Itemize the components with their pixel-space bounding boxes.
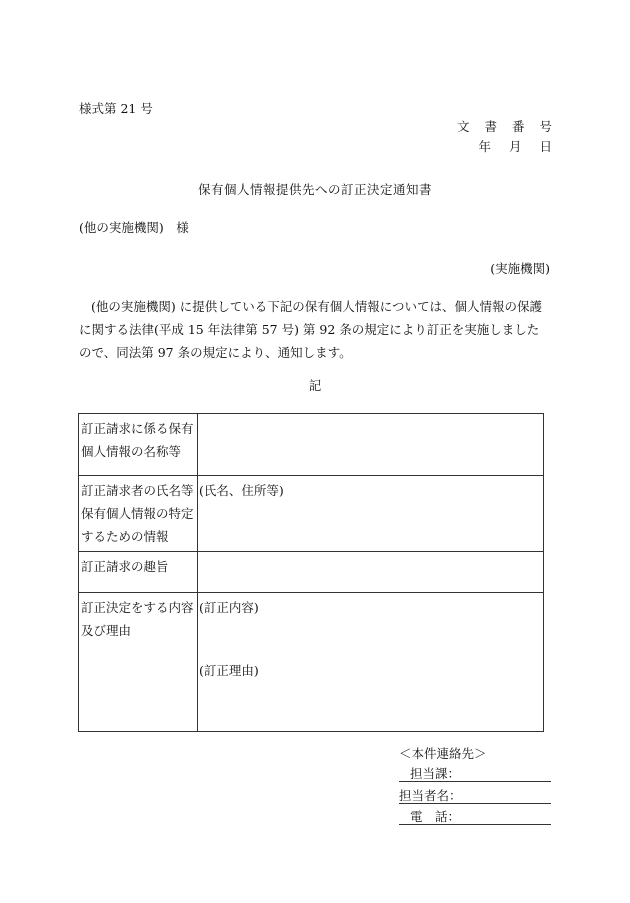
row-label: 訂正請求に係る保有個人情報の名称等 [79,414,198,476]
contact-phone-label: 電 話： [410,809,461,824]
form-number: 様式第 21 号 [79,101,153,116]
contact-person-label: 担当者名： [399,788,462,803]
table-row [79,414,544,476]
document-date-label: 年月日 [478,139,570,154]
row-label: 訂正請求者の氏名等保有個人情報の特定するための情報 [79,476,198,552]
table-row [79,552,544,593]
spacer [199,619,541,659]
contact-section-label: 担当課： [410,766,461,781]
correction-reason-label: (訂正理由) [199,663,259,678]
row-value [198,593,544,732]
document-title: 保有個人情報提供先への訂正決定通知書 [197,182,432,197]
contact-heading: ＜本件連絡先＞ [399,746,487,761]
document-number-label: 文書番号 [456,119,567,134]
contact-person-line [399,786,551,804]
row-label: 訂正決定をする内容及び理由 [79,593,198,732]
sender: (実施機関) [490,261,550,276]
ki-heading: 記 [308,378,322,393]
table-row [79,476,544,552]
row-value [198,414,544,476]
row-value [198,552,544,593]
row-value: (氏名、住所等) [198,476,544,552]
correction-content-label: (訂正内容) [199,600,259,615]
table-row [79,593,544,732]
addressee: (他の実施機関) 様 [79,220,189,235]
contact-phone-line [399,807,551,825]
contact-section-line [399,764,551,782]
info-table [78,413,544,732]
row-label: 訂正請求の趣旨 [79,552,198,593]
body-text: (他の実施機関) に提供している下記の保有個人情報については、個人情報の保護に関する法律(平成 15 年法律第 57 号) 第 92 条の規定により訂正を実施しましたので、同法第 97 条の規定により、通知します。 [79,299,542,360]
